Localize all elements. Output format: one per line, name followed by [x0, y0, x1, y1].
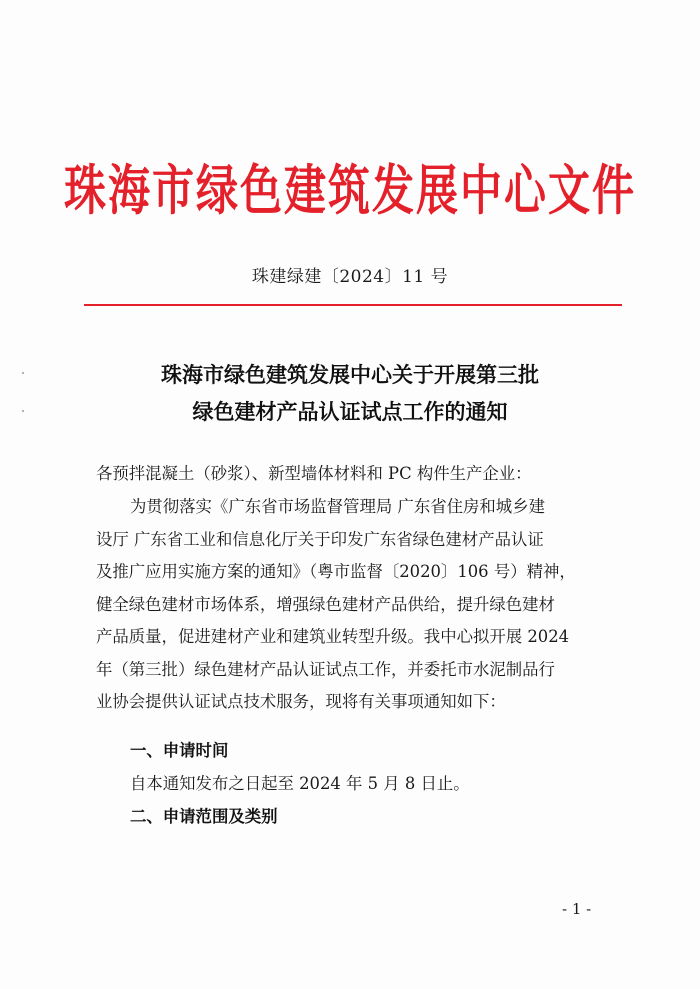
body-paragraph — [96, 491, 616, 719]
addressee: 各预拌混凝土（砂浆）、新型墙体材料和 PC 构件生产企业： — [96, 464, 532, 483]
margin-mark — [22, 410, 24, 412]
header-title: 珠海市绿色建筑发展中心文件 — [63, 159, 636, 222]
paragraph-line: 年（第三批）绿色建材产品认证试点工作，并委托市水泥制品行 — [96, 659, 555, 679]
page-number: - 1 - — [562, 900, 592, 918]
paragraph-line: 产品质量，促进建材产业和建筑业转型升级。我中心拟开展 2024 — [96, 627, 570, 646]
paragraph-line: 为贯彻落实《广东省市场监督管理局 广东省住房和城乡建 — [130, 497, 545, 516]
notice-title-line: 珠海市绿色建筑发展中心关于开展第三批 — [161, 363, 539, 387]
red-divider-line — [84, 304, 622, 306]
section-text-application-time: 自本通知发布之日起至 2024 年 5 月 8 日止。 — [130, 774, 470, 793]
paragraph-line: 设厅 广东省工业和信息化厅关于印发广东省绿色建材产品认证 — [96, 529, 544, 549]
notice-title-line: 绿色建材产品认证试点工作的通知 — [192, 400, 508, 424]
paragraph-line: 健全绿色建材市场体系，增强绿色建材产品供给，提升绿色建材 — [96, 594, 555, 614]
notice-title — [60, 357, 640, 431]
section-heading-application-time: 一、申请时间 — [130, 741, 229, 760]
document-number: 珠建绿建〔2024〕11 号 — [251, 267, 449, 287]
section-heading-scope-and-category: 二、申请范围及类别 — [130, 807, 278, 826]
margin-mark — [22, 372, 24, 374]
paragraph-line: 业协会提供认证试点技术服务，现将有关事项通知如下： — [96, 692, 506, 711]
paragraph-line: 及推广应用实施方案的通知》（粤市监督〔2020〕106 号）精神， — [96, 562, 576, 581]
